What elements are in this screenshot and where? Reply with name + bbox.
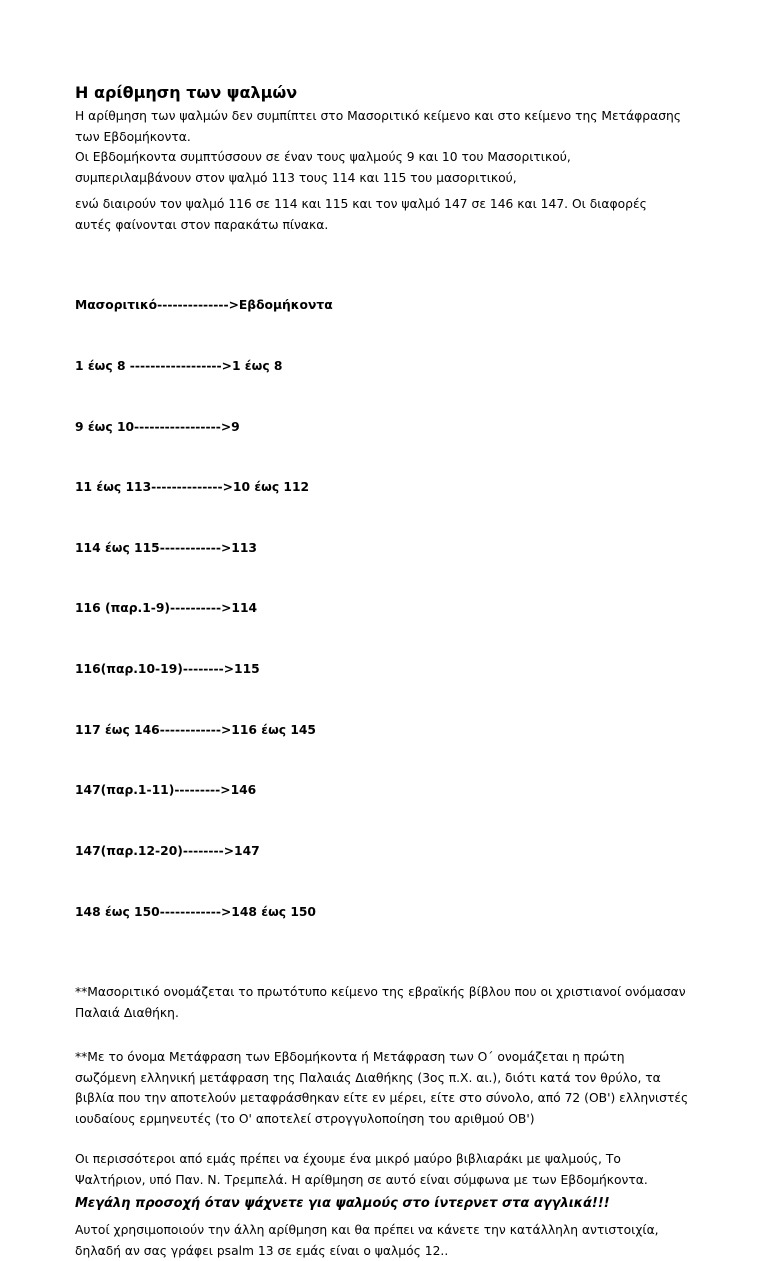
mapping-row: 116 (παρ.1-9)---------->114 — [75, 601, 258, 616]
mapping-row: 116(παρ.10-19)-------->115 — [75, 662, 260, 677]
english-internet-warning: Μεγάλη προσοχή όταν ψάχνετε για ψαλμούς στο ίντερνετ στα αγγλικά!!! — [75, 1196, 610, 1212]
paragraph-line: δηλαδή αν σας γράφει psalm 13 σε εμάς είναι ο ψαλμός 12.. — [75, 1243, 449, 1258]
spacer — [75, 1023, 715, 1047]
note-line: **Με το όνομα Μετάφραση των Εβδομήκοντα ή Μετάφραση των Ο΄ ονομάζεται η πρώτη — [75, 1050, 625, 1065]
psalter-book-paragraph — [75, 1149, 715, 1190]
paragraph-line: Αυτοί χρησιμοποιούν την άλλη αρίθμηση και θα πρέπει να κάνετε την κατάλληλη αντιστοιχία, — [75, 1223, 659, 1238]
intro-paragraph — [75, 106, 715, 188]
page-title: Η αρίθμηση των ψαλμών — [75, 83, 298, 102]
intro-line: Η αρίθμηση των ψαλμών δεν συμπίπτει στο Μασοριτικό κείμενο και στο κείμενο της Μετάφρασης — [75, 109, 681, 123]
mapping-row: 148 έως 150------------>148 έως 150 — [75, 904, 316, 919]
spacer — [75, 235, 715, 255]
spacer — [75, 1129, 715, 1149]
intro-line: συμπεριλαμβάνουν στον ψαλμό 113 τους 114 και 115 του μασοριτικού, — [75, 170, 517, 185]
note-line: βιβλία που την αποτελούν μεταφράσθηκαν είτε εν μέρει, είτε στο σύνολο, από 72 (ΟΒ') ελληνιστές — [75, 1091, 689, 1106]
note-line: ιουδαίους ερμηνευτές (το Ο' αποτελεί στρογγυλοποίηση του αριθμού ΟΒ') — [75, 1111, 535, 1126]
mapping-row: 114 έως 115------------>113 — [75, 540, 257, 555]
numbering-mapping-list — [75, 255, 715, 962]
note-line: Παλαιά Διαθήκη. — [75, 1005, 179, 1020]
intro-line: Οι Εβδομήκοντα συμπτύσσουν σε έναν τους ψαλμούς 9 και 10 του Μασοριτικού, — [75, 150, 571, 164]
mapping-row: 117 έως 146------------>116 έως 145 — [75, 722, 316, 737]
note-line: σωζόμενη ελληνική μετάφραση της Παλαιάς Διαθήκης (3ος π.Χ. αι.), διότι κατά τον θρύλο, τα — [75, 1070, 661, 1085]
mapping-row: 1 έως 8 ------------------>1 έως 8 — [75, 359, 283, 374]
split-paragraph — [75, 194, 715, 235]
intro-line: των Εβδομήκοντα. — [75, 129, 191, 144]
mapping-row: 9 έως 10----------------->9 — [75, 419, 240, 434]
split-line: ενώ διαιρούν τον ψαλμό 116 σε 114 και 115 και τον ψαλμό 147 σε 146 και 147. Οι διαφορές — [75, 197, 647, 211]
masoretic-note — [75, 982, 715, 1023]
mapping-header: Μασοριτικό-------------->Εβδομήκοντα — [75, 298, 333, 313]
document-page — [75, 82, 715, 1261]
mapping-row: 147(παρ.1-11)--------->146 — [75, 783, 257, 798]
note-line: **Μασοριτικό ονομάζεται το πρωτότυπο κείμενο της εβραϊκής βίβλου που οι χριστιανοί ονόμασαν — [75, 985, 686, 1000]
paragraph-line: Ψαλτήριον, υπό Παν. Ν. Τρεμπελά. Η αρίθμηση σε αυτό είναι σύμφωνα με των Εβδομήκοντα. — [75, 1172, 648, 1187]
spacer — [75, 962, 715, 982]
mapping-row: 11 έως 113-------------->10 έως 112 — [75, 480, 310, 495]
english-numbering-paragraph — [75, 1220, 715, 1261]
split-line: αυτές φαίνονται στον παρακάτω πίνακα. — [75, 217, 329, 232]
paragraph-line: Οι περισσότεροι από εμάς πρέπει να έχουμε ένα μικρό μαύρο βιβλιαράκι με ψαλμούς, Το — [75, 1152, 621, 1167]
mapping-row: 147(παρ.12-20)-------->147 — [75, 843, 260, 858]
septuagint-note — [75, 1047, 715, 1129]
